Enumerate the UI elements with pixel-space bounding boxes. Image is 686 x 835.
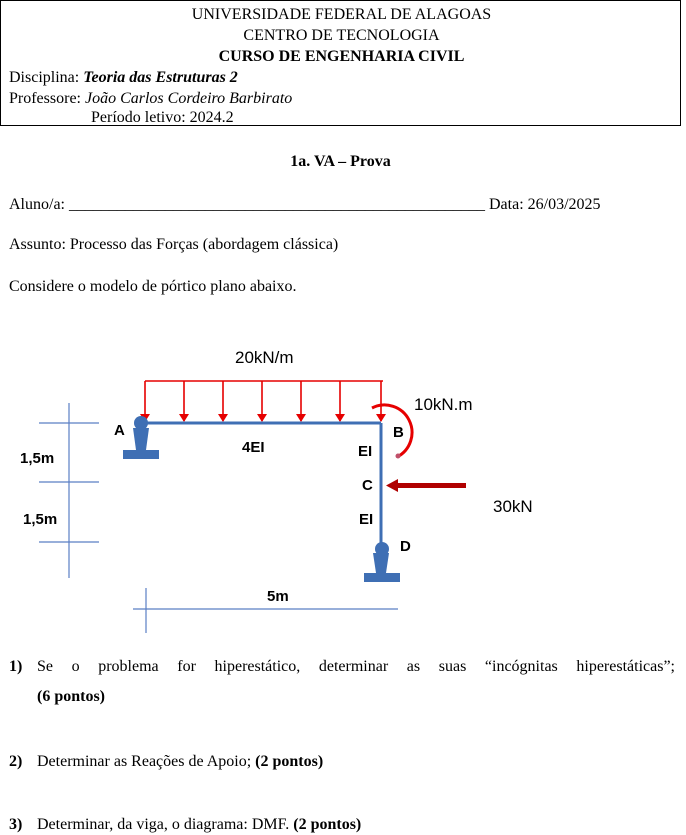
dim-lower-label: 1,5m	[23, 511, 58, 528]
question-1-points: (6 pontos)	[37, 688, 106, 705]
question-1-number: 1)	[9, 658, 23, 675]
moment-arc	[372, 405, 412, 459]
distributed-load-label: 20kN/m	[235, 348, 294, 367]
course-name: CURSO DE ENGENHARIA CIVIL	[218, 48, 465, 65]
distributed-load	[145, 381, 383, 421]
subject-line: Assunto: Processo das Forças (abordagem clássica)	[9, 236, 339, 253]
university-name: UNIVERSIDADE FEDERAL DE ALAGOAS	[191, 6, 492, 23]
dimension-lines-left	[39, 403, 99, 578]
discipline-line	[9, 68, 238, 88]
horizontal-force	[386, 479, 466, 492]
question-1	[9, 657, 675, 707]
node-d-label: D	[400, 538, 411, 555]
beam-stiffness-label: 4EI	[242, 439, 265, 456]
dim-upper-label: 1,5m	[20, 450, 55, 467]
column-upper-stiffness-label: EI	[358, 443, 373, 460]
question-2	[9, 752, 675, 772]
question-3-body	[37, 815, 675, 835]
question-3	[9, 815, 675, 835]
support-d	[364, 542, 400, 582]
period-line: Período letivo: 2024.2	[91, 109, 234, 126]
moment-label: 10kN.m	[414, 395, 473, 414]
question-1-text: Se o problema for hiperestático, determinar as suas “incógnitas hiperestáticas”;	[37, 658, 675, 675]
question-3-text: Determinar, da viga, o diagrama: DMF.	[37, 816, 290, 833]
question-3-number: 3)	[9, 816, 23, 833]
header-box	[0, 0, 681, 126]
discipline-value: Teoria das Estruturas 2	[83, 69, 238, 86]
dim-span-label: 5m	[267, 588, 289, 605]
column-lower-stiffness-label: EI	[359, 511, 374, 528]
question-2-text: Determinar as Reações de Apoio;	[37, 753, 252, 770]
horizontal-force-label: 30kN	[493, 497, 533, 516]
node-c-label: C	[362, 477, 373, 494]
student-line: Aluno/a: ____________________________________________________ Data: 26/03/2025	[9, 196, 601, 213]
question-2-body	[37, 752, 675, 772]
node-b-label: B	[393, 424, 404, 441]
professor-line	[9, 89, 292, 109]
center-name: CENTRO DE TECNOLOGIA	[243, 27, 440, 44]
dimension-line-bottom	[133, 588, 398, 633]
exam-title: 1a. VA – Prova	[290, 153, 391, 170]
question-3-points: (2 pontos)	[293, 816, 362, 833]
question-2-number: 2)	[9, 753, 23, 770]
instruction-line: Considere o modelo de pórtico plano abaixo.	[9, 278, 297, 295]
frame-diagram	[0, 330, 686, 650]
node-a-label: A	[114, 422, 125, 439]
professor-label: Professore:	[9, 90, 81, 107]
professor-value: João Carlos Cordeiro Barbirato	[84, 90, 293, 107]
discipline-label: Disciplina:	[9, 69, 80, 86]
question-2-points: (2 pontos)	[255, 753, 324, 770]
